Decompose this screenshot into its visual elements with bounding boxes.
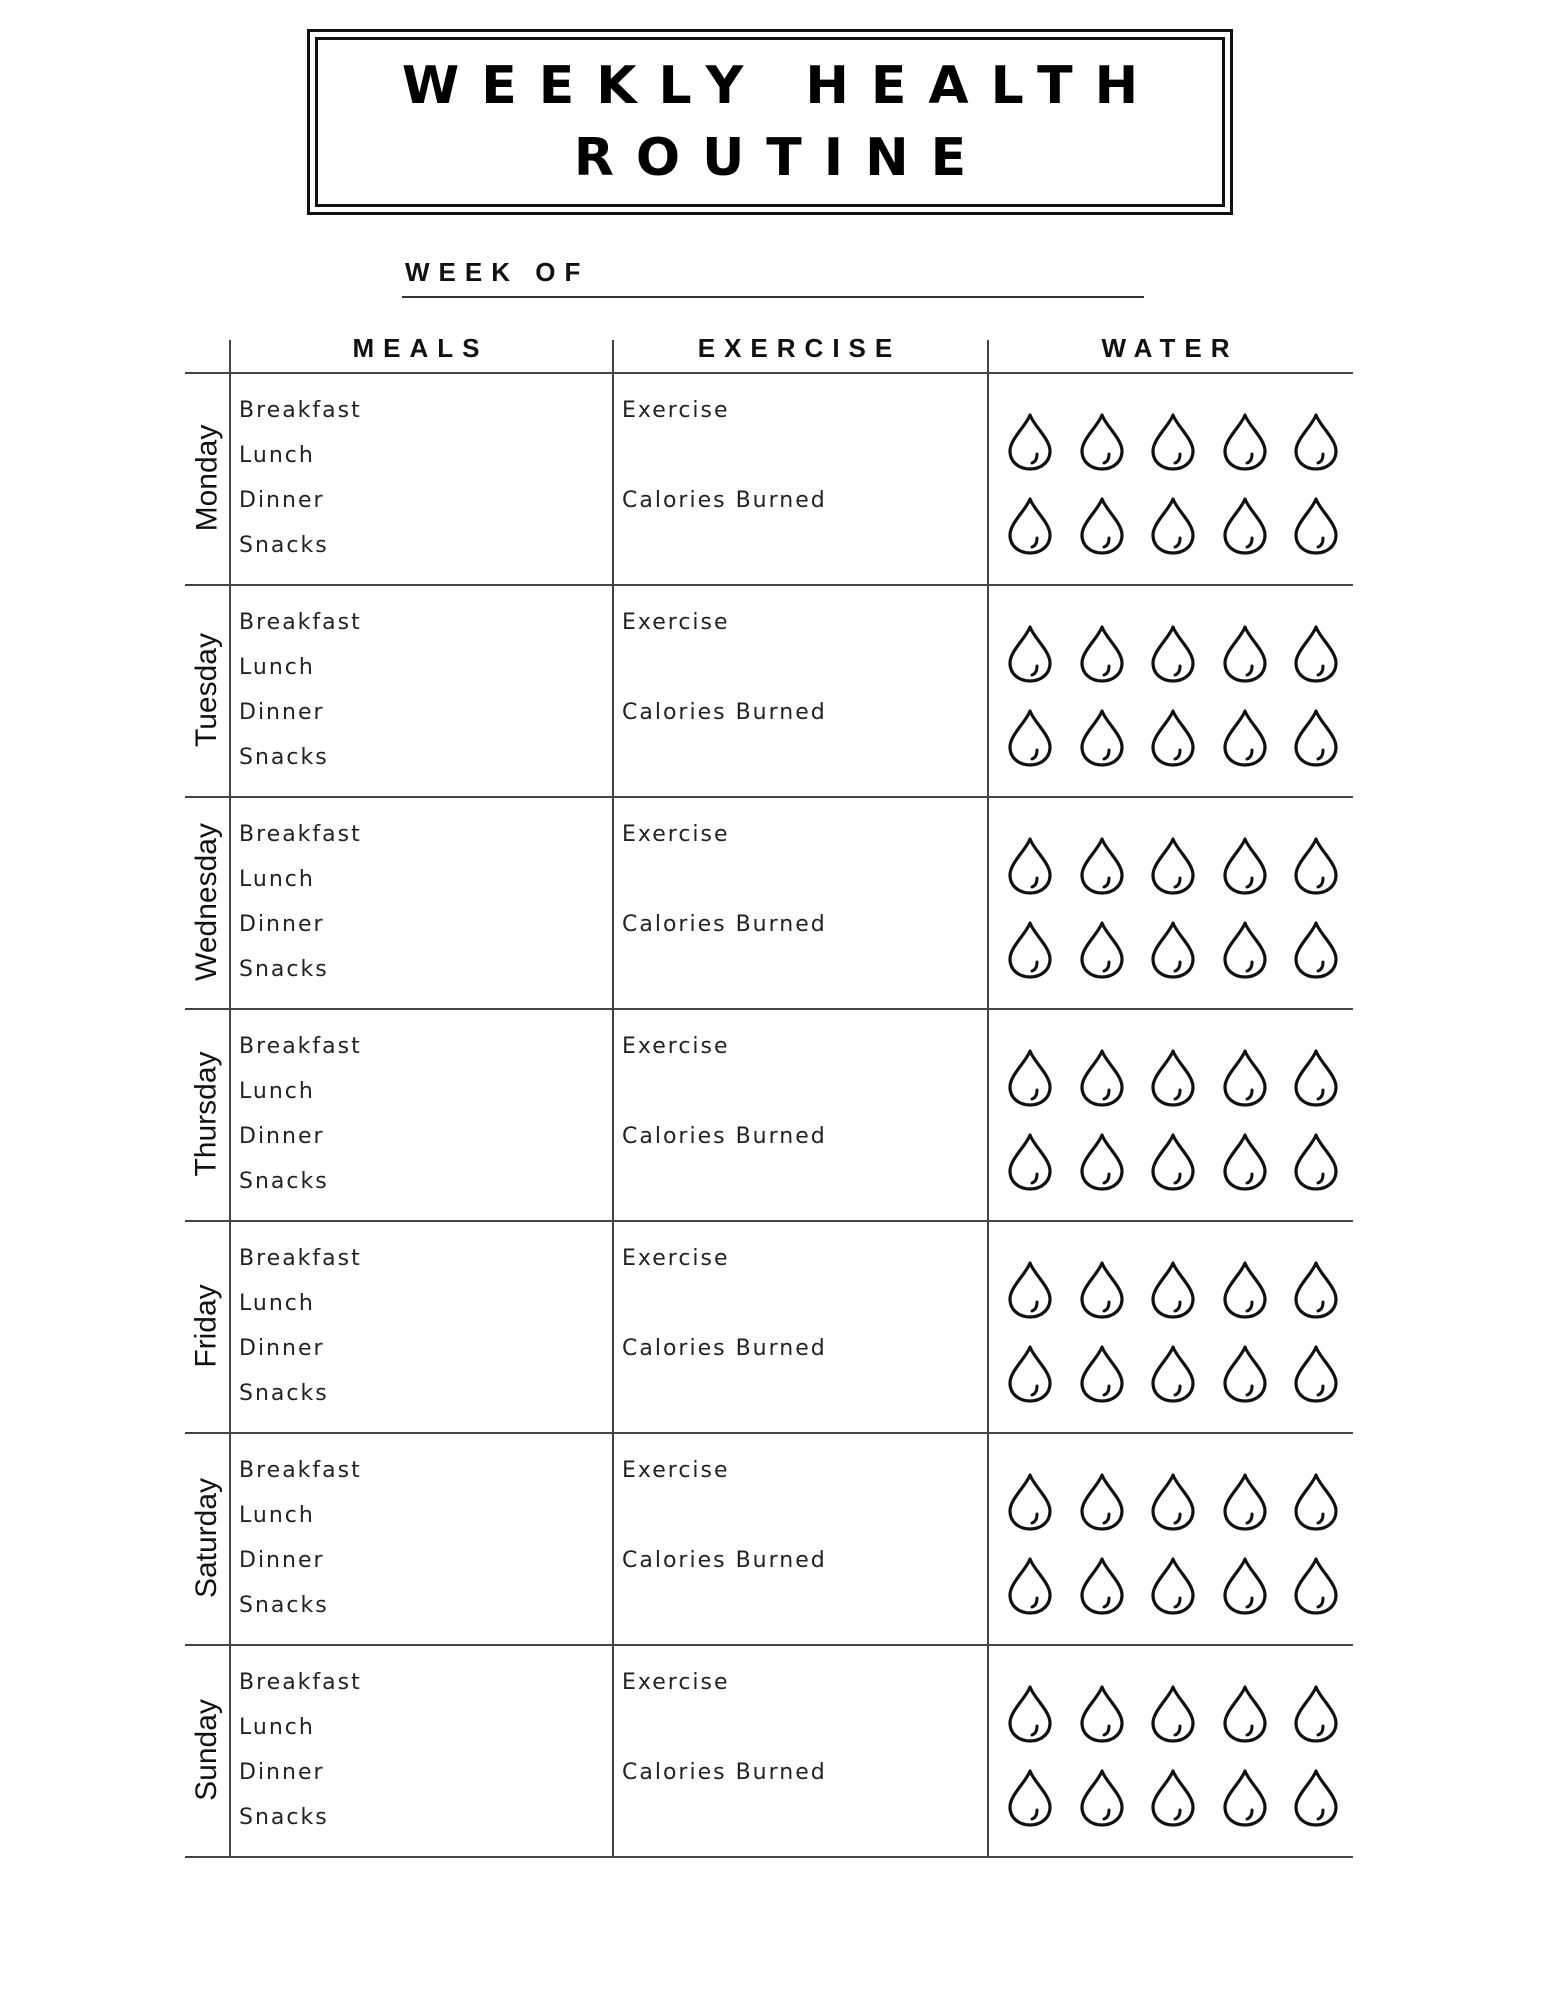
water-drop-icon[interactable] bbox=[1291, 412, 1341, 472]
day-label: Friday bbox=[190, 1284, 224, 1368]
water-drop-icon[interactable] bbox=[1077, 1556, 1127, 1616]
meal-label-dinner: Dinner bbox=[239, 912, 325, 937]
title-line-1: WEEKLY HEALTH bbox=[401, 56, 1161, 116]
water-drop-icon[interactable] bbox=[1077, 836, 1127, 896]
meal-label-lunch: Lunch bbox=[239, 867, 315, 892]
water-drops-group bbox=[1005, 1472, 1355, 1652]
water-drop-icon[interactable] bbox=[1077, 708, 1127, 768]
meals-header: MEALS bbox=[352, 333, 489, 363]
water-drops-group bbox=[1005, 1684, 1355, 1864]
water-drop-icon[interactable] bbox=[1148, 1768, 1198, 1828]
day-label: Sunday bbox=[190, 1699, 223, 1801]
water-drop-icon[interactable] bbox=[1291, 624, 1341, 684]
water-drop-icon[interactable] bbox=[1005, 1556, 1055, 1616]
meal-label-dinner: Dinner bbox=[239, 700, 325, 725]
water-drop-icon[interactable] bbox=[1220, 1556, 1270, 1616]
water-drop-icon[interactable] bbox=[1077, 1048, 1127, 1108]
water-drop-icon[interactable] bbox=[1220, 1048, 1270, 1108]
water-header: WATER bbox=[1101, 333, 1239, 363]
water-drop-icon[interactable] bbox=[1148, 1472, 1198, 1532]
meal-label-dinner: Dinner bbox=[239, 1336, 325, 1361]
water-drop-icon[interactable] bbox=[1077, 496, 1127, 556]
meal-label-lunch: Lunch bbox=[239, 1503, 315, 1528]
water-drops-group bbox=[1005, 1048, 1355, 1228]
meal-label-breakfast: Breakfast bbox=[239, 1246, 362, 1271]
calories-burned-label: Calories Burned bbox=[622, 1124, 827, 1149]
water-drop-icon[interactable] bbox=[1148, 1260, 1198, 1320]
water-drop-icon[interactable] bbox=[1077, 1768, 1127, 1828]
day-label: Saturday bbox=[190, 1477, 224, 1599]
meal-label-snacks: Snacks bbox=[239, 1805, 329, 1830]
water-drop-icon[interactable] bbox=[1291, 1556, 1341, 1616]
water-drop-icon[interactable] bbox=[1148, 412, 1198, 472]
water-drop-icon[interactable] bbox=[1220, 836, 1270, 896]
meal-label-lunch: Lunch bbox=[239, 1715, 315, 1740]
water-drop-icon[interactable] bbox=[1220, 496, 1270, 556]
meal-label-dinner: Dinner bbox=[239, 1124, 325, 1149]
water-drop-icon[interactable] bbox=[1148, 496, 1198, 556]
water-drop-icon[interactable] bbox=[1148, 1684, 1198, 1744]
title-line-2: ROUTINE bbox=[573, 128, 989, 188]
water-drop-icon[interactable] bbox=[1291, 920, 1341, 980]
water-drop-icon[interactable] bbox=[1291, 1048, 1341, 1108]
water-drop-icon[interactable] bbox=[1148, 624, 1198, 684]
water-drop-icon[interactable] bbox=[1220, 708, 1270, 768]
day-cell bbox=[185, 1008, 229, 1220]
water-drop-icon[interactable] bbox=[1077, 1260, 1127, 1320]
calories-burned-label: Calories Burned bbox=[622, 700, 827, 725]
day-cell bbox=[185, 1644, 229, 1856]
water-drop-icon[interactable] bbox=[1291, 1344, 1341, 1404]
exercise-label: Exercise bbox=[622, 398, 730, 423]
day-label: Tuesday bbox=[190, 633, 224, 747]
water-drop-icon[interactable] bbox=[1291, 1132, 1341, 1192]
column-divider bbox=[612, 340, 614, 1856]
water-drop-icon[interactable] bbox=[1077, 1344, 1127, 1404]
water-drop-icon[interactable] bbox=[1148, 708, 1198, 768]
water-drop-icon[interactable] bbox=[1005, 1132, 1055, 1192]
day-cell bbox=[185, 372, 229, 584]
exercise-label: Exercise bbox=[622, 1034, 730, 1059]
week-of-field[interactable] bbox=[402, 296, 1144, 298]
water-drop-icon[interactable] bbox=[1291, 1684, 1341, 1744]
calories-burned-label: Calories Burned bbox=[622, 488, 827, 513]
meal-label-breakfast: Breakfast bbox=[239, 1458, 362, 1483]
water-drops-group bbox=[1005, 836, 1355, 1016]
water-drop-icon[interactable] bbox=[1005, 624, 1055, 684]
calories-burned-label: Calories Burned bbox=[622, 1760, 827, 1785]
meal-label-breakfast: Breakfast bbox=[239, 822, 362, 847]
water-drop-icon[interactable] bbox=[1220, 1260, 1270, 1320]
water-drop-icon[interactable] bbox=[1077, 1132, 1127, 1192]
water-drop-icon[interactable] bbox=[1005, 496, 1055, 556]
water-drop-icon[interactable] bbox=[1291, 1472, 1341, 1532]
water-drop-icon[interactable] bbox=[1005, 836, 1055, 896]
water-drop-icon[interactable] bbox=[1220, 624, 1270, 684]
water-drop-icon[interactable] bbox=[1220, 412, 1270, 472]
meal-label-dinner: Dinner bbox=[239, 1548, 325, 1573]
exercise-label: Exercise bbox=[622, 610, 730, 635]
exercise-label: Exercise bbox=[622, 1670, 730, 1695]
water-drops-group bbox=[1005, 1260, 1355, 1440]
calories-burned-label: Calories Burned bbox=[622, 1336, 827, 1361]
calories-burned-label: Calories Burned bbox=[622, 912, 827, 937]
exercise-label: Exercise bbox=[622, 1246, 730, 1271]
water-drop-icon[interactable] bbox=[1005, 1684, 1055, 1744]
calories-burned-label: Calories Burned bbox=[622, 1548, 827, 1573]
water-drop-icon[interactable] bbox=[1291, 836, 1341, 896]
water-drop-icon[interactable] bbox=[1005, 1472, 1055, 1532]
water-drop-icon[interactable] bbox=[1005, 708, 1055, 768]
water-drop-icon[interactable] bbox=[1148, 836, 1198, 896]
water-drop-icon[interactable] bbox=[1077, 1472, 1127, 1532]
day-label: Thursday bbox=[190, 1051, 223, 1177]
day-cell bbox=[185, 1220, 229, 1432]
water-drop-icon[interactable] bbox=[1077, 920, 1127, 980]
meal-label-dinner: Dinner bbox=[239, 488, 325, 513]
title-frame bbox=[315, 37, 1225, 207]
water-drop-icon[interactable] bbox=[1077, 624, 1127, 684]
water-drop-icon[interactable] bbox=[1148, 920, 1198, 980]
water-drop-icon[interactable] bbox=[1220, 1472, 1270, 1532]
water-drop-icon[interactable] bbox=[1291, 496, 1341, 556]
meal-label-snacks: Snacks bbox=[239, 533, 329, 558]
meal-label-snacks: Snacks bbox=[239, 957, 329, 982]
day-cell bbox=[185, 1432, 229, 1644]
water-drops-group bbox=[1005, 412, 1355, 592]
meal-label-lunch: Lunch bbox=[239, 443, 315, 468]
water-drop-icon[interactable] bbox=[1148, 1556, 1198, 1616]
meal-label-snacks: Snacks bbox=[239, 1381, 329, 1406]
meal-label-lunch: Lunch bbox=[239, 1291, 315, 1316]
meal-label-snacks: Snacks bbox=[239, 1593, 329, 1618]
meal-label-snacks: Snacks bbox=[239, 745, 329, 770]
water-drop-icon[interactable] bbox=[1148, 1132, 1198, 1192]
meal-label-snacks: Snacks bbox=[239, 1169, 329, 1194]
row-divider bbox=[185, 372, 1353, 374]
meal-label-breakfast: Breakfast bbox=[239, 610, 362, 635]
water-drop-icon[interactable] bbox=[1148, 1344, 1198, 1404]
water-drop-icon[interactable] bbox=[1005, 1768, 1055, 1828]
water-drop-icon[interactable] bbox=[1148, 1048, 1198, 1108]
water-drop-icon[interactable] bbox=[1220, 1684, 1270, 1744]
water-drop-icon[interactable] bbox=[1291, 708, 1341, 768]
meal-label-breakfast: Breakfast bbox=[239, 1670, 362, 1695]
water-drop-icon[interactable] bbox=[1077, 1684, 1127, 1744]
column-divider bbox=[987, 340, 989, 1856]
water-drop-icon[interactable] bbox=[1005, 920, 1055, 980]
meal-label-breakfast: Breakfast bbox=[239, 1034, 362, 1059]
column-divider bbox=[229, 340, 231, 1856]
water-drops-group bbox=[1005, 624, 1355, 804]
water-drop-icon[interactable] bbox=[1005, 1260, 1055, 1320]
exercise-header: EXERCISE bbox=[697, 333, 902, 363]
water-drop-icon[interactable] bbox=[1077, 412, 1127, 472]
meal-label-breakfast: Breakfast bbox=[239, 398, 362, 423]
day-cell bbox=[185, 584, 229, 796]
water-drop-icon[interactable] bbox=[1291, 1260, 1341, 1320]
water-drop-icon[interactable] bbox=[1220, 1132, 1270, 1192]
week-of-label: WEEK OF bbox=[405, 257, 590, 287]
water-drop-icon[interactable] bbox=[1291, 1768, 1341, 1828]
day-cell bbox=[185, 796, 229, 1008]
exercise-label: Exercise bbox=[622, 1458, 730, 1483]
water-drop-icon[interactable] bbox=[1220, 1344, 1270, 1404]
meal-label-dinner: Dinner bbox=[239, 1760, 325, 1785]
water-drop-icon[interactable] bbox=[1005, 412, 1055, 472]
water-drop-icon[interactable] bbox=[1005, 1048, 1055, 1108]
meal-label-lunch: Lunch bbox=[239, 1079, 315, 1104]
meal-label-lunch: Lunch bbox=[239, 655, 315, 680]
water-drop-icon[interactable] bbox=[1005, 1344, 1055, 1404]
day-label: Wednesday bbox=[190, 823, 224, 981]
exercise-label: Exercise bbox=[622, 822, 730, 847]
day-label: Monday bbox=[190, 424, 224, 532]
water-drop-icon[interactable] bbox=[1220, 920, 1270, 980]
water-drop-icon[interactable] bbox=[1220, 1768, 1270, 1828]
